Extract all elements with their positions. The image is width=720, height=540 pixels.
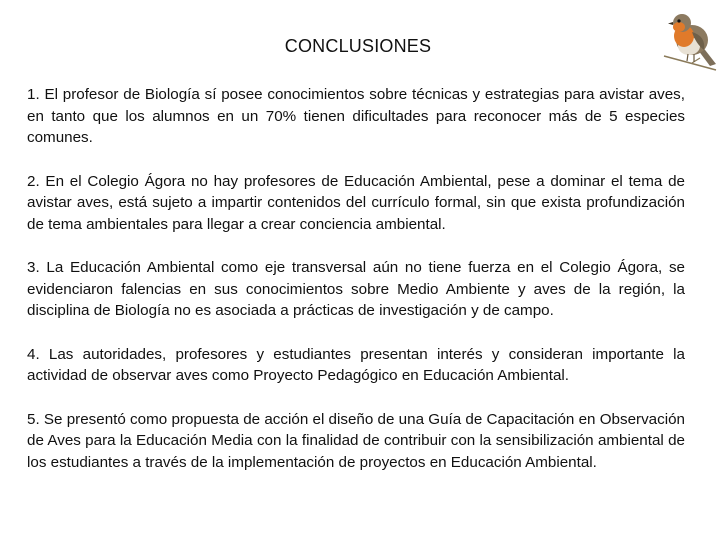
conclusion-paragraph: 2. En el Colegio Ágora no hay profesores de Educación Ambiental, pese a dominar el tema de avistar aves, está sujeto a impartir contenidos del currículo formal, sin que exista profundización de tema ambientales para llegar a crear conciencia ambiental. — [27, 172, 685, 233]
conclusion-paragraph: 5. Se presentó como propuesta de acción el diseño de una Guía de Capacitación en Observación de Aves para la Educación Media con la finalidad de contribuir con la sensibilización ambiental de los estudiantes a través de la implementación de proyectos en Educación Ambiental. — [27, 410, 685, 471]
conclusion-paragraph: 1. El profesor de Biología sí posee conocimientos sobre técnicas y estrategias para avistar aves, en tanto que los alumnos en un 70% tienen dificultades para reconocer más de 5 especies comunes. — [27, 86, 685, 146]
page-title: CONCLUSIONES — [284, 36, 432, 56]
conclusions-list — [27, 84, 685, 495]
conclusion-paragraph: 3. La Educación Ambiental como eje transversal aún no tiene fuerza en el Colegio Ágora, se evidenciaron falencias en sus conocimientos sobre Medio Ambiente y aves de la región, la disciplina de Biología no es asociada a prácticas de investigación y de campo. — [27, 259, 685, 319]
conclusion-paragraph: 4. Las autoridades, profesores y estudiantes presentan interés y consideran importante la actividad de observar aves como Proyecto Pedagógico en Educación Ambiental. — [27, 345, 685, 384]
robin-bird-icon — [662, 6, 718, 72]
